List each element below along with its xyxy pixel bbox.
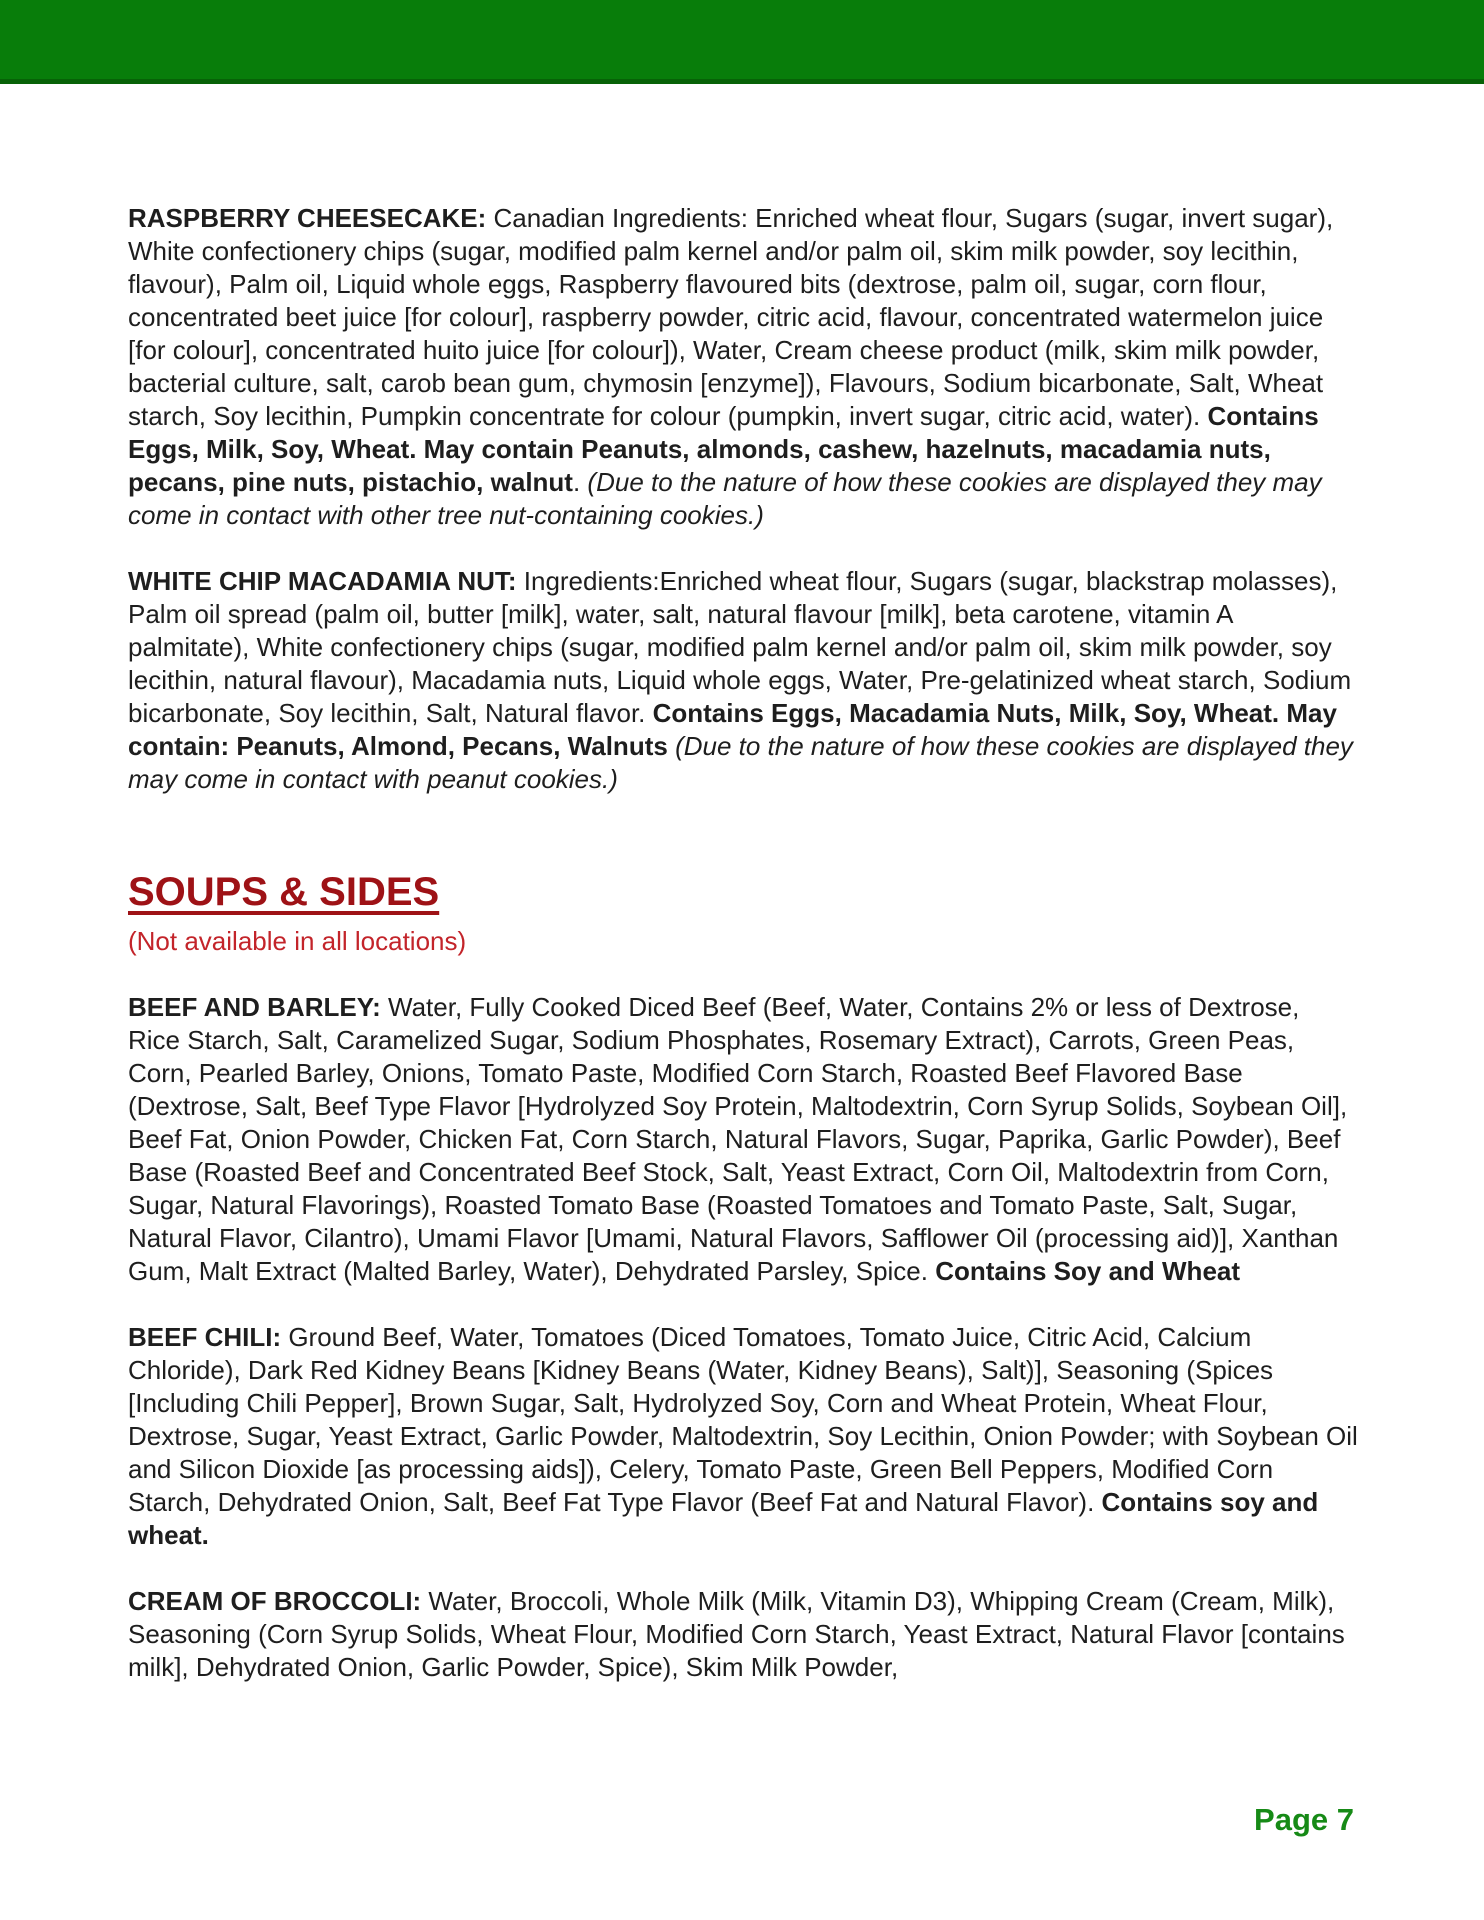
document-body bbox=[128, 84, 1358, 1684]
ingredients-text: Ground Beef, Water, Tomatoes (Diced Tomatoes, Tomato Juice, Citric Acid, Calcium Chloride), Dark Red Kidney Beans [Kidney Beans (Water, Kidney Beans), Salt)], Seasoning (Spices [Including Chili Pepper], Brown Sugar, Salt, Hydrolyzed Soy, Corn and Wheat Protein, Wheat Flour, Dextrose, Sugar, Yeast Extract, Garlic Powder, Maltodextrin, Soy Lecithin, Onion Powder; with Soybean Oil and Silicon Dioxide [as processing aids]), Celery, Tomato Paste, Green Bell Peppers, Modified Corn Starch, Dehydrated Onion, Salt, Beef Fat Type Flavor (Beef Fat and Natural Flavor). bbox=[128, 1322, 1358, 1517]
ingredients-text: Water, Broccoli, Whole Milk (Milk, Vitamin D3), Whipping Cream (Cream, Milk), Seasoning (Corn Syrup Solids, Wheat Flour, Modified Corn Starch, Yeast Extract, Natural Flavor [contains milk], Dehydrated Onion, Garlic Powder, Spice), Skim Milk Powder, bbox=[128, 1586, 1345, 1682]
disclaimer-note: (Due to the nature of how these cookies are displayed they may come in contact with peanut cookies.) bbox=[128, 731, 1353, 794]
ingredients-text: Canadian Ingredients: Enriched wheat flour, Sugars (sugar, invert sugar), White confectionery chips (sugar, modified palm kernel and/or palm oil, skim milk powder, soy lecithin, flavour), Palm oil, Liquid whole eggs, Raspberry flavoured bits (dextrose, palm oil, sugar, corn flour, concentrated beet juice [for colour], raspberry powder, citric acid, flavour, concentrated watermelon juice [for colour], concentrated huito juice [for colour]), Water, Cream cheese product (milk, skim milk powder, bacterial culture, salt, carob bean gum, chymosin [enzyme]), Flavours, Sodium bicarbonate, Salt, Wheat starch, Soy lecithin, Pumpkin concentrate for colour (pumpkin, invert sugar, citric acid, water). bbox=[128, 203, 1334, 431]
item-title-beef-chili: BEEF CHILI: bbox=[128, 1322, 282, 1352]
paragraph-beef-and-barley bbox=[128, 991, 1358, 1288]
allergen-statement: Contains Eggs, Macadamia Nuts, Milk, Soy, Wheat. May contain: Peanuts, Almond, Pecans, Walnuts bbox=[128, 698, 1337, 761]
header-bar bbox=[0, 0, 1484, 84]
paragraph-cream-of-broccoli bbox=[128, 1585, 1358, 1684]
page-number: Page 7 bbox=[1254, 1802, 1354, 1837]
ingredients-text: Ingredients:Enriched wheat flour, Sugars (sugar, blackstrap molasses), Palm oil spread (palm oil, butter [milk], water, salt, natural flavour [milk], beta carotene, vitamin A palmitate), White confectionery chips (sugar, modified palm kernel and/or palm oil, skim milk powder, soy lecithin, natural flavour), Macadamia nuts, Liquid whole eggs, Water, Pre-gelatinized wheat starch, Sodium bicarbonate, Soy lecithin, Salt, Natural flavor. bbox=[128, 566, 1352, 728]
item-title-beef-and-barley: BEEF AND BARLEY: bbox=[128, 992, 381, 1022]
paragraph-white-chip-macadamia-nut bbox=[128, 565, 1358, 796]
allergen-statement: Contains soy and wheat. bbox=[128, 1487, 1319, 1550]
section-heading: SOUPS & SIDES bbox=[128, 870, 440, 914]
item-title-white-chip-macadamia-nut: WHITE CHIP MACADAMIA NUT: bbox=[128, 566, 517, 596]
separator-text bbox=[668, 731, 675, 761]
ingredients-text: Water, Fully Cooked Diced Beef (Beef, Water, Contains 2% or less of Dextrose, Rice Starch, Salt, Caramelized Sugar, Sodium Phosphates, Rosemary Extract), Carrots, Green Peas, Corn, Pearled Barley, Onions, Tomato Paste, Modified Corn Starch, Roasted Beef Flavored Base (Dextrose, Salt, Beef Type Flavor [Hydrolyzed Soy Protein, Maltodextrin, Corn Syrup Solids, Soybean Oil], Beef Fat, Onion Powder, Chicken Fat, Corn Starch, Natural Flavors, Sugar, Paprika, Garlic Powder), Beef Base (Roasted Beef and Concentrated Beef Stock, Salt, Yeast Extract, Corn Oil, Maltodextrin from Corn, Sugar, Natural Flavorings), Roasted Tomato Base (Roasted Tomatoes and Tomato Paste, Salt, Sugar, Natural Flavor, Cilantro), Umami Flavor [Umami, Natural Flavors, Safflower Oil (processing aid)], Xanthan Gum, Malt Extract (Malted Barley, Water), Dehydrated Parsley, Spice. bbox=[128, 992, 1348, 1286]
item-title-cream-of-broccoli: CREAM OF BROCCOLI: bbox=[128, 1586, 422, 1616]
paragraph-raspberry-cheesecake bbox=[128, 202, 1358, 532]
item-title-raspberry-cheesecake: RASPBERRY CHEESECAKE: bbox=[128, 203, 487, 233]
disclaimer-note: (Due to the nature of how these cookies are displayed they may come in contact with other tree nut-containing cookies.) bbox=[128, 467, 1322, 530]
paragraph-beef-chili bbox=[128, 1321, 1358, 1552]
section-soups-and-sides bbox=[128, 829, 1358, 958]
section-subtitle: (Not available in all locations) bbox=[128, 926, 467, 956]
allergen-statement: Contains Soy and Wheat bbox=[935, 1256, 1241, 1286]
allergen-statement: Contains Eggs, Milk, Soy, Wheat. May contain Peanuts, almonds, cashew, hazelnuts, macadamia nuts, pecans, pine nuts, pistachio, walnut bbox=[128, 401, 1319, 497]
separator-text: . bbox=[572, 467, 588, 497]
